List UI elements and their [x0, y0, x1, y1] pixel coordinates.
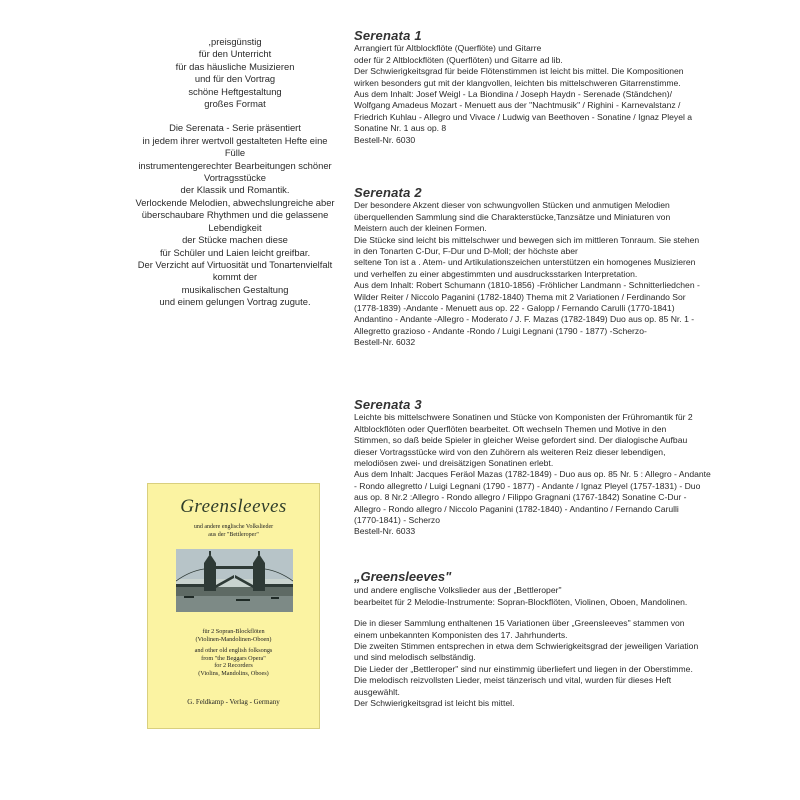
- promo-line: für den Unterricht: [198, 48, 272, 60]
- body-line: (1770-1841) - Scherzo: [354, 515, 440, 526]
- cover-text-line: from "the Beggars Opera": [201, 654, 266, 662]
- section-title: Serenata 2: [354, 185, 422, 200]
- promo-line: in jedem ihrer wertvoll gestalteten Hefte eine: [142, 134, 328, 146]
- promo-line: musikalischen Gestaltung: [181, 283, 289, 295]
- body-line: Die Lieder der „Bettleroper" sind nur einstimmig überliefert und liegen in der Oberstimme.: [354, 663, 693, 674]
- body-line: Die in dieser Sammlung enthaltenen 15 Variationen über „Greensleeves" stammen von: [354, 618, 685, 629]
- promo-line: Vortragsstücke: [203, 172, 266, 184]
- body-line: Stimmen, so daß beide Spieler in gleicher Weise gefordert sind. Der dialogische Aufbau: [354, 435, 688, 446]
- section-title: „Greensleeves": [354, 569, 452, 584]
- body-line: Wolfgang Amadeus Mozart - Menuett aus der "Nachtmusik" / Righini - Karnevalstanz /: [354, 100, 681, 111]
- serenata-1-section: [354, 28, 693, 146]
- body-line: überquellenden Sammlung sind die Charakterstücke,Tanzsätze und Miniaturen von: [354, 211, 671, 222]
- serenata-3-section: [354, 397, 711, 538]
- body-line: (1778-1839) -Andante - Menuett aus op. 22 - Galopp / Fernando Carulli (1770-1841): [354, 303, 675, 314]
- cover-text-line: (Violins, Mandolins, Oboes): [198, 669, 269, 677]
- body-line: Arrangiert für Altblockflöte (Querflöte) und Gitarre: [354, 43, 542, 54]
- body-line: - Rondo allegretto / Luigi Legnani (1790 - 1877) - Andante / Ignaz Pleyel (1757-1831) - Duo: [354, 480, 701, 491]
- promo-line: Die Serenata - Serie präsentiert: [169, 122, 301, 134]
- cover-text-line: and other old english folksongs: [194, 647, 273, 655]
- order-number: Bestell-Nr. 6033: [354, 526, 416, 537]
- order-number: Bestell-Nr. 6032: [354, 337, 416, 348]
- body-line: Allegro - Rondo allegro / Niccolo Paganini (1782-1840) - Andantino / Fernando Carulli: [354, 503, 679, 514]
- cover-description: [154, 628, 313, 678]
- body-line: Der Schwierigkeitsgrad für beide Flötenstimmen ist leicht bis mittel. Die Kompositionen: [354, 66, 684, 77]
- promo-line: ,preisgünstig: [208, 36, 262, 47]
- body-line: und andere englische Volkslieder aus der „Bettleroper": [354, 585, 562, 596]
- cover-subtitle: [158, 524, 309, 539]
- promo-line: für Schüler und Laien leicht greifbar.: [159, 246, 311, 258]
- promo-line: der Stücke machen diese: [182, 234, 288, 246]
- body-line: in den Tonarten C-Dur, F-Dur und D-Moll; der höchste aber: [354, 246, 578, 257]
- order-number: Bestell-Nr. 6030: [354, 134, 416, 145]
- section-title: Serenata 3: [354, 397, 422, 412]
- promo-line: großes Format: [204, 98, 266, 110]
- promo-line: und einem gelungen Vortrag zugute.: [159, 296, 311, 308]
- promo-line: für das häusliche Musizieren: [175, 60, 295, 72]
- promo-line: instrumentengerechter Bearbeitungen schöner: [138, 159, 332, 171]
- cover-text-line: for 2 Recorders: [214, 662, 253, 670]
- cover-text-line: (Violinen-Mandolinen-Oboen): [195, 635, 272, 643]
- promo-line: Fülle: [224, 147, 246, 159]
- body-line: einem unbekannten Komponisten des 17. Jahrhunderts.: [354, 629, 568, 640]
- body-line: Aus dem Inhalt: Josef Weigl - La Biondina / Joseph Haydn - Serenade (Ständchen)/: [354, 89, 672, 100]
- promo-line: schöne Heftgestaltung: [188, 85, 282, 97]
- greensleeves-section: [354, 569, 699, 709]
- body-line: aus op. 8 Nr.2 :Allegro - Rondo allegro / Filippo Gragnani (1767-1842) Sonatine C-Dur -: [354, 492, 687, 503]
- body-line: seltene Ton ist a . Atem- und Artikulationszeichen unterstützen ein homogenes Musizieren: [354, 257, 696, 268]
- body-line: Allegretto grazioso - Andante -Rondo / Luigi Legnani (1790 - 1877) -Scherzo-: [354, 325, 647, 336]
- cover-title: Greensleeves: [180, 496, 287, 517]
- body-line: Meistern auch der kleinen Formen.: [354, 223, 487, 234]
- body-line: dieser Vortragsstücke wird von den Zuhörern als weiteren Reiz dieser lebendigen,: [354, 446, 666, 457]
- body-line: wirken besonders gut mit der klangvollen, leichten bis mittelschweren Gitarrenstimme.: [354, 77, 681, 88]
- body-line: Leichte bis mittelschwere Sonatinen und Stücke von Komponisten der Frühromantik für 2: [354, 412, 693, 423]
- body-line: und sind melodisch selbständig.: [354, 652, 476, 663]
- cover-subtitle-line: aus der "Bettleroper": [208, 531, 259, 538]
- body-line: Friedrich Kuhlau - Allegro und Vivace / Ludwig van Beethoven - Sonatine / Ignaz Pleyel a: [354, 111, 693, 122]
- cover-publisher: G. Feldkamp - Verlag - Germany: [187, 698, 280, 706]
- promo-line: Verlockende Melodien, abwechslungreiche aber: [135, 196, 335, 208]
- promo-line: Lebendigkeit: [208, 221, 262, 233]
- body-line: Sonatine Nr. 1 aus op. 8: [354, 123, 447, 134]
- body-line: Die melodisch reizvollsten Lieder, meist tänzerisch und vital, wurden für dieses Heft: [354, 675, 672, 686]
- promo-line: der Klassik und Romantik.: [180, 184, 290, 196]
- body-line: Die zweiten Stimmen entsprechen in etwa dem Schwierigkeitsgrad der jeweiligen Variation: [354, 641, 699, 652]
- body-line: ausgewählt.: [354, 686, 400, 697]
- body-line: Aus dem Inhalt: Jacques Feräol Mazas (1782-1849) - Duo aus op. 85 Nr. 5 : Allegro - Andante: [354, 469, 711, 480]
- promo-line: überschaubare Rhythmen und die gelassene: [141, 209, 329, 221]
- cover-subtitle-line: und andere englische Volkslieder: [193, 524, 274, 530]
- promo-line: Der Verzicht auf Virtuosität und Tonartenvielfalt: [137, 258, 333, 270]
- body-line: und verhelfen zu einer abgestimmten und ausdrucksstarken Interpretation.: [354, 268, 638, 279]
- section-title: Serenata 1: [354, 28, 422, 43]
- promo-line: kommt der: [212, 271, 258, 283]
- cover-text-line: für 2 Sopran-Blockflöten: [202, 628, 265, 635]
- body-line: oder für 2 Altblockflöten (Querflöten) und Gitarre ad lib.: [354, 54, 563, 65]
- body-line: melodiösen zwei- und dreisätzigen Sonatinen erlebt.: [354, 458, 554, 469]
- promo-line: und für den Vortrag: [194, 73, 276, 85]
- body-line: Andantino - Andante -Allegro - Moderato / J. F. Mazas (1782-1849) Duo aus op. 85 Nr. 1 -: [354, 314, 695, 325]
- body-line: Die Stücke sind leicht bis mittelschwer und bewegen sich im mittleren Tonraum. Sie stehen: [354, 234, 700, 245]
- serenata-2-section: [354, 185, 700, 349]
- greensleeves-cover-image: [147, 483, 320, 729]
- body-line: Wilder Reiter / Niccolo Paganini (1782-1840) Thema mit 2 Variationen / Ferdinando Sor: [354, 291, 686, 302]
- body-line: Aus dem Inhalt: Robert Schumann (1810-1856) -Fröhlicher Landmann - Schnitterliedchen -: [354, 280, 700, 291]
- tower-bridge-illustration: [176, 549, 293, 612]
- body-line: bearbeitet für 2 Melodie-Instrumente: Sopran-Blockflöten, Violinen, Oboen, Mandolinen.: [354, 596, 688, 607]
- body-line: Der Schwierigkeitsgrad ist leicht bis mittel.: [354, 698, 515, 709]
- body-line: Der besondere Akzent dieser von schwungvollen Stücken und anmutigen Melodien: [354, 200, 670, 211]
- left-column-promo: [130, 36, 340, 309]
- body-line: Altblockflöten oder Querflöten bearbeitet. Oft wechseln Themen und Motive in den: [354, 423, 667, 434]
